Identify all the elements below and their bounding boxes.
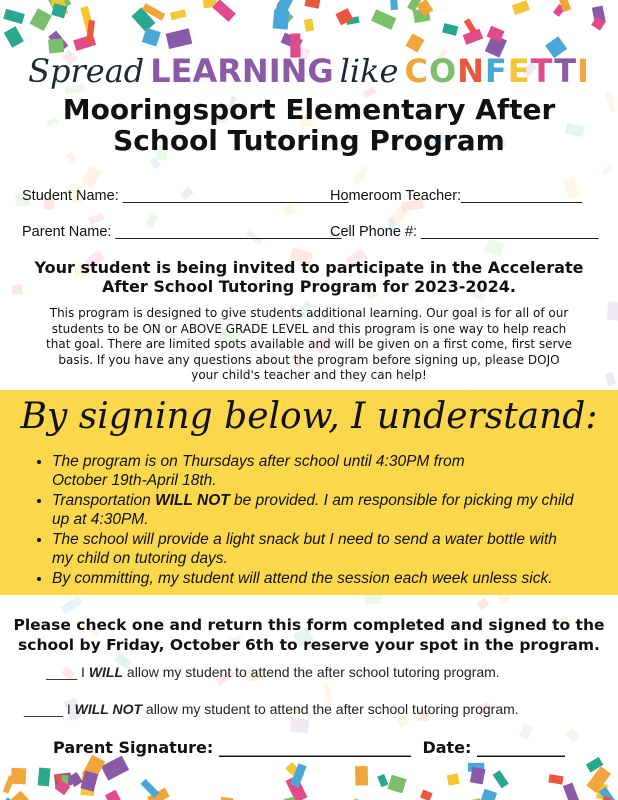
- confetti-letter: T: [554, 52, 578, 90]
- date-field[interactable]: Date: ___________: [422, 738, 565, 757]
- term-text: Transportation: [52, 492, 156, 509]
- term-item: [52, 452, 618, 490]
- return-instructions: [0, 615, 618, 655]
- term-text: October 19th-April 18th.: [52, 472, 217, 489]
- cell-phone-field[interactable]: Cell Phone #: ______________________: [330, 224, 599, 240]
- option-will-emphasis: WILL: [88, 664, 124, 680]
- confetti-letter: E: [507, 52, 531, 90]
- description-line: that goal. There are limited spots available and will be given on a first come, first serve: [46, 337, 572, 351]
- student-name-field[interactable]: Student Name: ____________________________: [22, 188, 349, 204]
- term-text: The school will provide a light snack but I need to send a water bottle with: [52, 531, 557, 548]
- invite-heading: [0, 258, 618, 296]
- option-will-not-emphasis: WILL NOT: [74, 701, 143, 717]
- option-will[interactable]: [46, 664, 500, 680]
- headline-learning: LEARNING: [150, 52, 334, 90]
- instruction-line-2: school by Friday, October 6th to reserve your spot in the program.: [18, 636, 600, 654]
- parent-name-field[interactable]: Parent Name: ____________________________: [22, 224, 342, 240]
- description-line: students to be ON or ABOVE GRADE LEVEL and this program is one way to help reach: [51, 321, 567, 336]
- school-title-line2: School Tutoring Program: [113, 124, 505, 157]
- term-text: up at 4:30PM.: [52, 511, 149, 528]
- option-will-text: allow my student to attend the after school tutoring program.: [123, 664, 500, 680]
- option-will-blank: ____ I: [46, 664, 89, 680]
- term-emphasis: WILL NOT: [155, 492, 230, 509]
- confetti-letter: T: [530, 52, 555, 90]
- term-text: By committing, my student will attend the session each week unless sick.: [52, 570, 553, 587]
- parent-signature-field[interactable]: Parent Signature: ________________________: [53, 738, 411, 757]
- headline-confetti: [404, 52, 589, 90]
- instruction-line-1: Please check one and return this form completed and signed to the: [13, 616, 605, 634]
- term-text: be provided. I am responsible for picking my child: [229, 492, 574, 509]
- headline-spread: Spread: [28, 52, 145, 90]
- confetti-letter: N: [457, 52, 485, 90]
- option-will-not-blank: _____ I: [24, 701, 75, 717]
- terms-list: [30, 452, 618, 589]
- signature-line: [0, 738, 618, 757]
- term-text: The program is on Thursdays after school until 4:30PM from: [52, 453, 465, 470]
- term-text: my child on tutoring days.: [52, 550, 228, 567]
- description-line: This program is designed to give students additional learning. Our goal is for all of our: [49, 306, 569, 320]
- headline-like: like: [339, 52, 399, 90]
- term-item: [52, 569, 618, 588]
- school-title: [0, 94, 618, 156]
- confetti-letter: O: [428, 52, 458, 90]
- confetti-letter: I: [577, 52, 590, 90]
- school-title-line1: Mooringsport Elementary After: [62, 93, 556, 126]
- term-item: [52, 491, 618, 529]
- description-line: your child's teacher and they can help!: [191, 368, 427, 382]
- option-will-not[interactable]: [24, 701, 519, 717]
- invite-line-2: After School Tutoring Program for 2023-2024.: [102, 277, 516, 296]
- invite-line-1: Your student is being invited to participate in the Accelerate: [34, 258, 584, 277]
- description-line: basis. If you have any questions about the program before signing up, please DOJO: [58, 352, 560, 367]
- term-item: [52, 530, 618, 568]
- option-will-not-text: allow my student to attend the after school tutoring program.: [142, 701, 519, 717]
- understand-heading: By signing below, I understand:: [20, 396, 598, 437]
- headline: [0, 52, 618, 90]
- homeroom-teacher-field[interactable]: Homeroom Teacher:_______________: [330, 188, 583, 204]
- confetti-letter: C: [404, 52, 429, 90]
- program-description: [14, 306, 604, 384]
- confetti-letter: F: [484, 52, 508, 90]
